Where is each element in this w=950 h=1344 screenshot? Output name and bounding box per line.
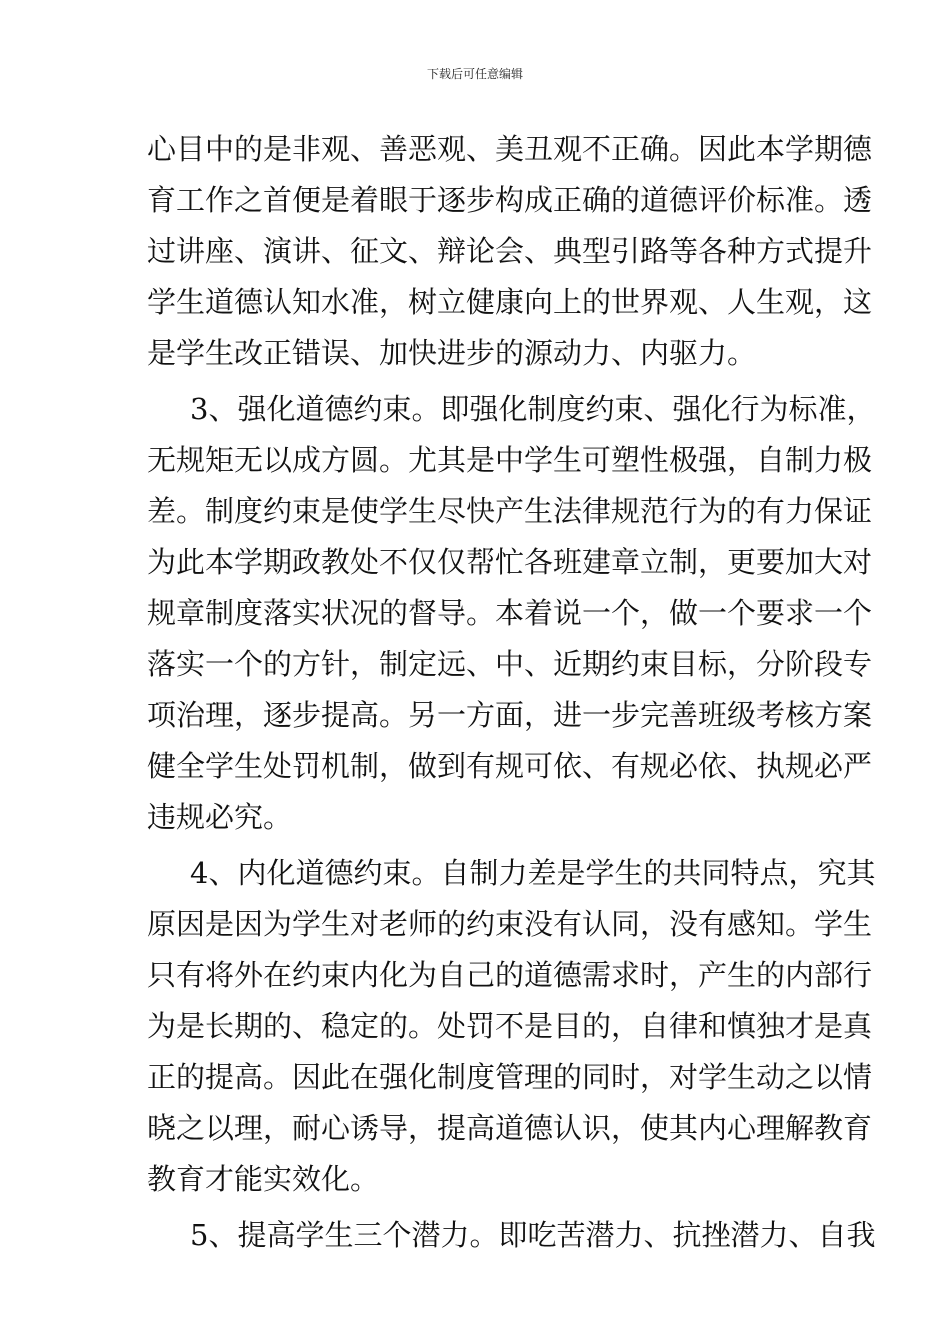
text-line: 心目中的是非观、善恶观、美丑观不正确。因此本学期德 [147,132,873,166]
text-line: 规章制度落实状况的督导。本着说一个，做一个要求一个 [147,596,873,630]
text-line: 育工作之首便是着眼于逐步构成正确的道德评价标准。透 [147,183,873,217]
text-line: 差。制度约束是使学生尽快产生法律规范行为的有力保证 [147,494,873,528]
text-line: 为此本学期政教处不仅仅帮忙各班建章立制，更要加大对 [147,545,873,579]
text-line: 晓之以理，耐心诱导，提高道德认识，使其内心理解教育 [147,1111,873,1145]
text-line: 5、提高学生三个潜力。即吃苦潜力、抗挫潜力、自我 [190,1218,876,1252]
text-line: 过讲座、演讲、征文、辩论会、典型引路等各种方式提升 [147,234,873,268]
text-line: 违规必究。 [147,800,293,834]
text-line: 学生道德认知水准，树立健康向上的世界观、人生观，这 [147,285,873,319]
document-body [147,124,876,1261]
text-line: 原因是因为学生对老师的约束没有认同，没有感知。学生 [147,907,873,941]
text-line: 是学生改正错误、加快进步的源动力、内驱力。 [147,336,757,370]
text-line: 健全学生处罚机制，做到有规可依、有规必依、执规必严 [147,749,873,783]
text-line: 4、内化道德约束。自制力差是学生的共同特点，究其 [190,856,876,890]
text-line: 无规矩无以成方圆。尤其是中学生可塑性极强，自制力极 [147,443,873,477]
text-line: 教育才能实效化。 [147,1162,380,1196]
text-line: 落实一个的方针，制定远、中、近期约束目标，分阶段专 [147,647,873,681]
page-header: 下载后可任意编辑 [426,67,523,81]
text-line: 正的提高。因此在强化制度管理的同时，对学生动之以情 [147,1060,873,1094]
text-line: 只有将外在约束内化为自己的道德需求时，产生的内部行 [147,958,873,992]
text-line: 项治理，逐步提高。另一方面，进一步完善班级考核方案 [147,698,873,732]
text-line: 为是长期的、稳定的。处罚不是目的，自律和慎独才是真 [147,1009,873,1043]
text-line: 3、强化道德约束。即强化制度约束、强化行为标准， [190,392,876,426]
